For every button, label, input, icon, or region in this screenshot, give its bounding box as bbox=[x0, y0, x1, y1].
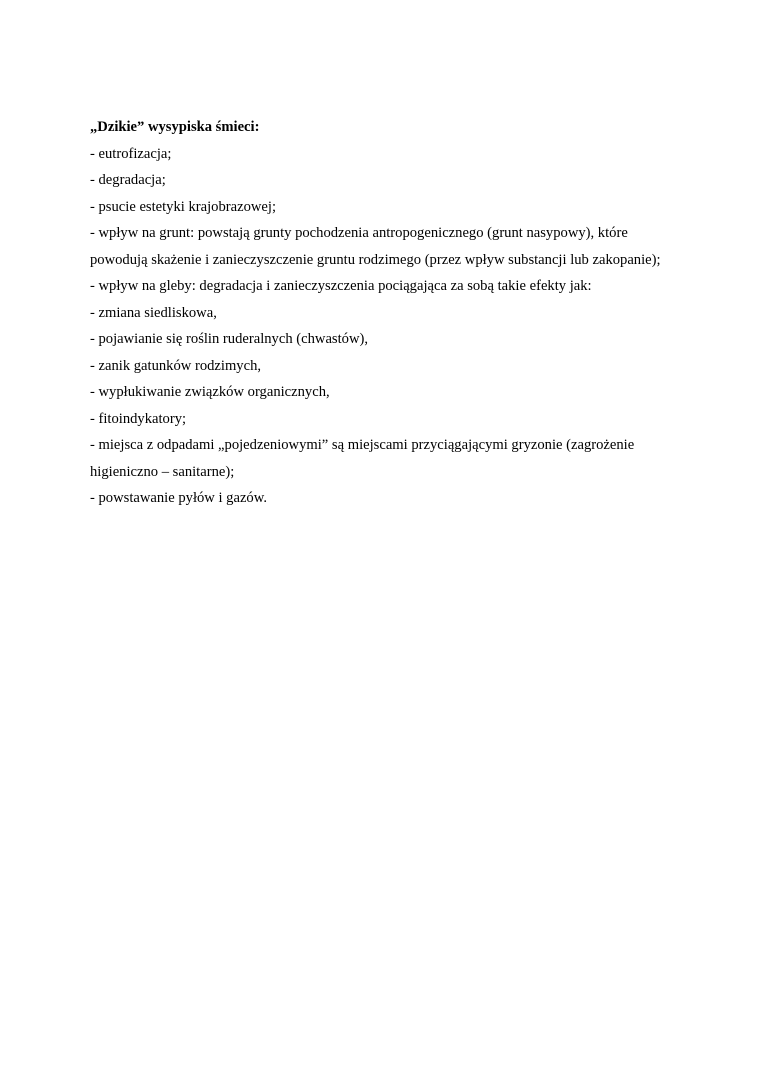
list-item: - miejsca z odpadami „pojedzeniowymi” są miejscami przyciągającymi gryzonie (zagrożenie higieniczno – sanitarne); bbox=[90, 437, 635, 480]
list-item: - pojawianie się roślin ruderalnych (chwastów), bbox=[90, 331, 369, 347]
list-item: - wpływ na grunt: powstają grunty pochodzenia antropogenicznego (grunt nasypowy), które powodują skażenie i zanieczyszczenie gruntu rodzimego (przez wpływ substancji lub zakopanie); bbox=[90, 225, 661, 268]
list-item: - zanik gatunków rodzimych, bbox=[90, 357, 262, 374]
list-item: - wypłukiwanie związków organicznych, bbox=[90, 384, 330, 400]
list-item: - degradacja; bbox=[90, 172, 166, 188]
list-item: - fitoindykatory; bbox=[90, 410, 187, 427]
list-item: - psucie estetyki krajobrazowej; bbox=[90, 198, 276, 215]
list-item: - zmiana siedliskowa, bbox=[90, 304, 217, 321]
document-body bbox=[90, 114, 675, 512]
list-item: - eutrofizacja; bbox=[90, 145, 172, 162]
list-item: - powstawanie pyłów i gazów. bbox=[90, 490, 267, 506]
list-item: - wpływ na gleby: degradacja i zanieczyszczenia pociągająca za sobą takie efekty jak: bbox=[90, 278, 592, 294]
section-heading: „Dzikie” wysypiska śmieci: bbox=[90, 119, 260, 135]
